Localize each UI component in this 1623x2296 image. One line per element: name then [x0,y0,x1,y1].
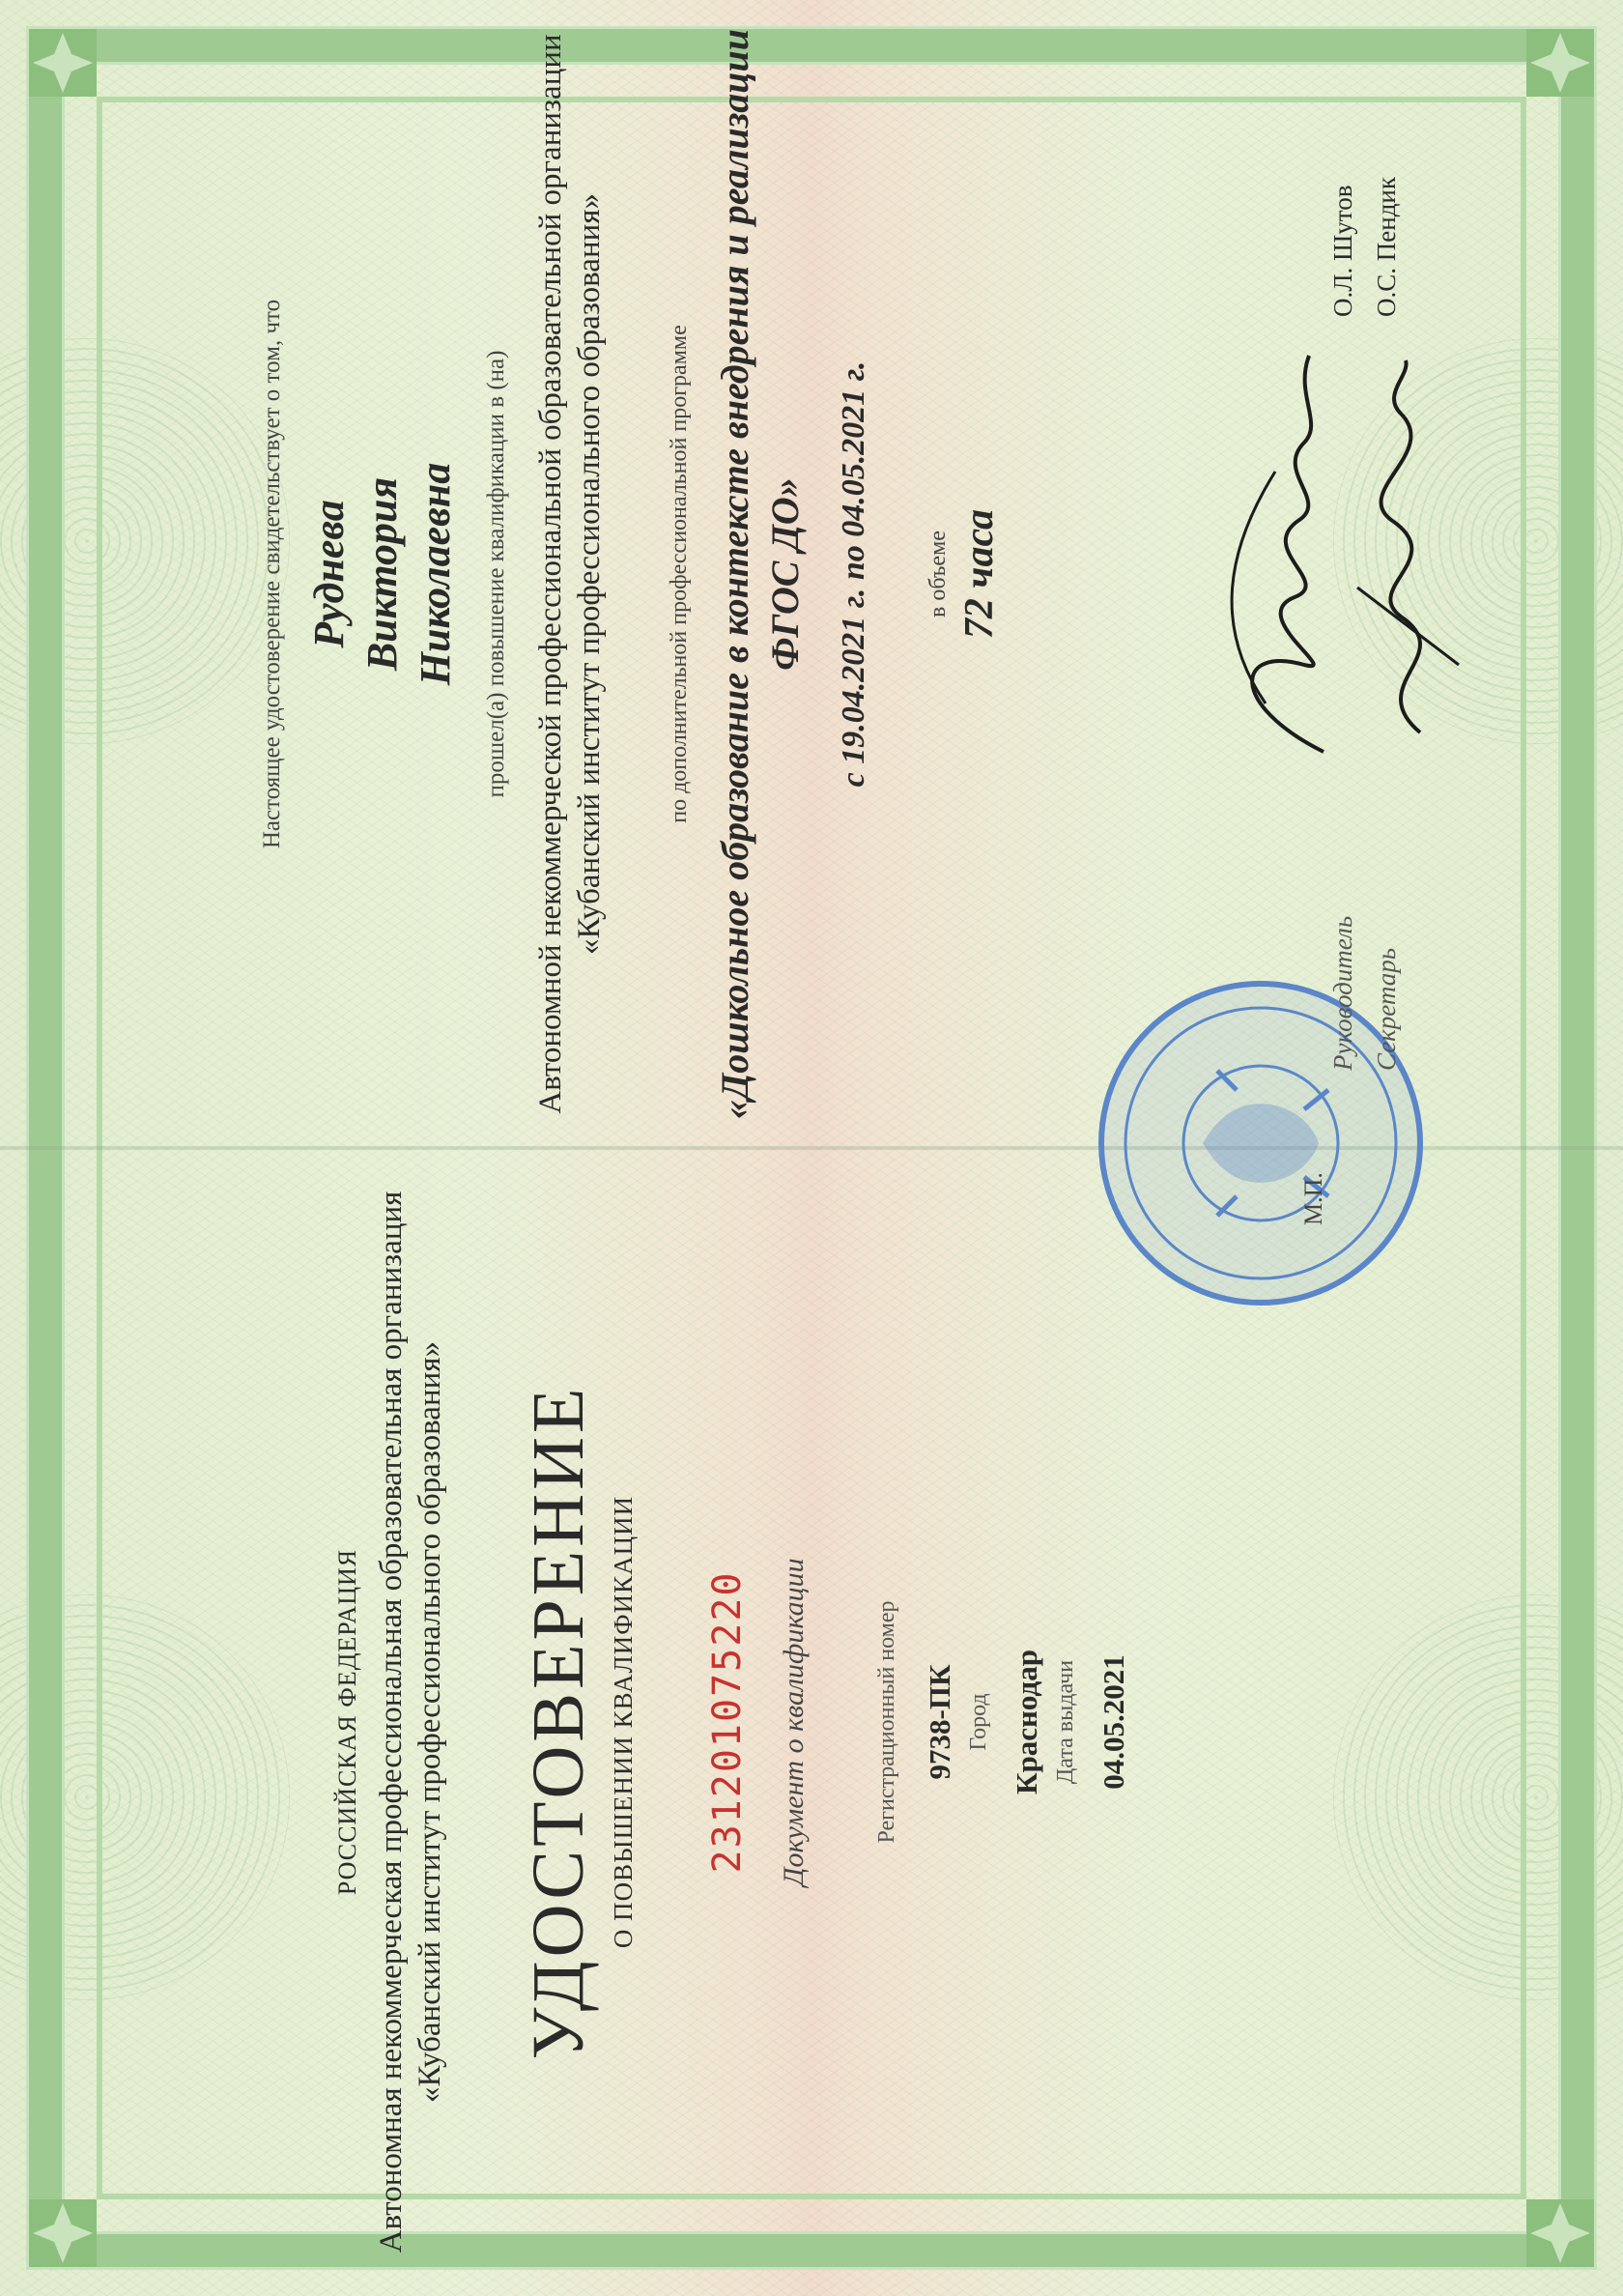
city-value: Краснодар [1010,1650,1043,1794]
head-label: Руководитель [1328,915,1357,1071]
secretary-name: О.С. Пендик [1372,177,1401,317]
training-dates: с 19.04.2021 г. по 04.05.2021 г. [836,360,871,788]
passed-text: прошел(а) повышение квалификации в (на) [483,350,509,798]
holder-surname: Руднева [305,500,353,648]
registration-label: Регистрационный номер [874,1600,899,1844]
issue-date-label: Дата выдачи [1053,1659,1078,1785]
document-type: Документ о квалификации [778,1558,810,1886]
intro-text: Настоящее удостоверение свидетельствует о том, что [259,299,285,849]
program-name: «Дошкольное образование в контексте внедрения и реализации ФГОС ДО» [713,28,807,1120]
volume-label: в объеме [925,531,951,617]
training-hours: 72 часа [957,508,1002,640]
left-page [0,1148,1623,2296]
signature-icon [1208,346,1362,761]
organization-name: Автономная некоммерческая профессиональная образовательная организация «Кубанский институт профессионального образования» [374,1191,447,2253]
signature-icon [1352,356,1468,742]
document-title: УДОСТОВЕРЕНИЕ [518,1384,599,2060]
country-heading: РОССИЙСКАЯ ФЕДЕРАЦИЯ [333,1548,361,1896]
program-label: по дополнительной профессиональной программе [667,325,692,823]
city-label: Город [966,1693,991,1751]
institution-name: Автономной некоммерческой профессиональной образовательной организации «Кубанский институт профессионального образования» [533,34,607,1114]
document-subtitle: О ПОВЫШЕНИИ КВАЛИФИКАЦИИ [609,1495,638,1949]
registration-number: 9738-ПК [923,1664,956,1780]
serial-number: 231201075220 [705,1570,750,1874]
holder-first-name: Виктория [358,476,406,672]
head-name: О.Л. Шутов [1328,185,1357,317]
issue-date: 04.05.2021 [1096,1654,1130,1790]
stamp-label: М.П. [1299,1172,1327,1225]
secretary-label: Секретарь [1372,947,1401,1071]
holder-patronymic: Николаевна [412,462,459,686]
